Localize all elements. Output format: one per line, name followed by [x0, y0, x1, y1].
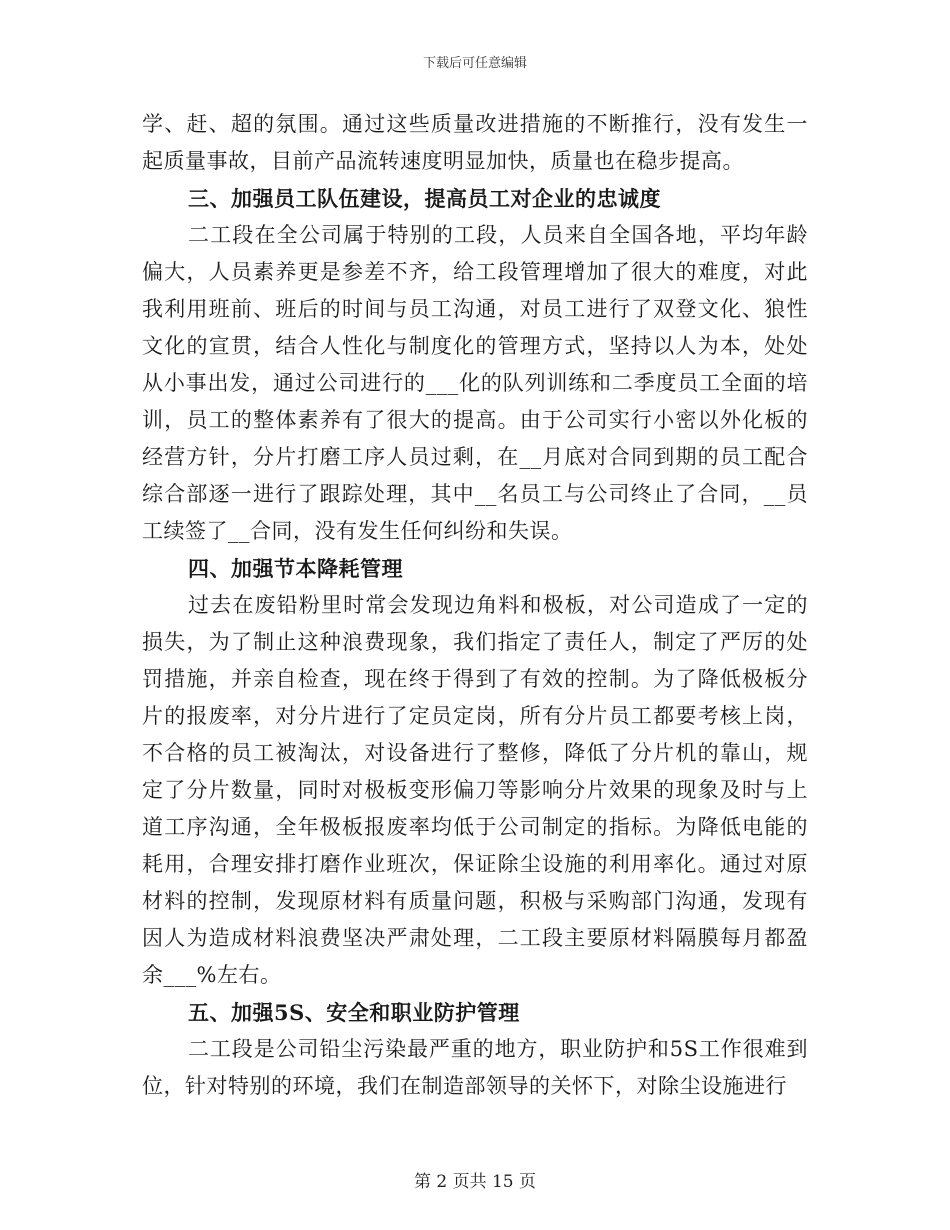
paragraph-continuation: 学、赶、超的氛围。通过这些质量改进措施的不断推行，没有发生一起质量事故，目前产品流转速度明显加快，质量也在稳步提高。: [142, 112, 808, 173]
section-heading-4: 四、加强节本降耗管理: [188, 556, 403, 581]
page-number-footer: 第 2 页共 15 页: [413, 1172, 537, 1192]
paragraph-section-3: 二工段在全公司属于特别的工段，人员来自全国各地，平均年龄偏大，人员素养更是参差不齐，给工段管理增加了很大的难度，对此我利用班前、班后的时间与员工沟通，对员工进行了双登文化、狼性文化的宣贯，结合人性化与制度化的管理方式，坚持以人为本，处处从小事出发，通过公司进行的___化的队列训练和二季度员工全面的培训，员工的整体素养有了很大的提高。由于公司实行小密以外化板的经营方针，分片打磨工序人员过剩，在__月底对合同到期的员工配合综合部逐一进行了跟踪处理，其中__名员工与公司终止了合同，__员工续签了__合同，没有发生任何纠纷和失误。: [142, 223, 808, 543]
paragraph-section-4: 过去在废铅粉里时常会发现边角料和极板，对公司造成了一定的损失，为了制止这种浪费现象，我们指定了责任人，制定了严厉的处罚措施，并亲自检查，现在终于得到了有效的控制。为了降低极板分片的报废率，对分片进行了定员定岗，所有分片员工都要考核上岗，不合格的员工被淘汰，对设备进行了整修，降低了分片机的靠山，规定了分片数量，同时对极板变形偏刀等影响分片效果的现象及时与上道工序沟通，全年极板报废率均低于公司制定的指标。为降低电能的耗用，合理安排打磨作业班次，保证除尘设施的利用率化。通过对原材料的控制，发现原材料有质量问题，积极与采购部门沟通，发现有因人为造成材料浪费坚决严肃处理，二工段主要原材料隔膜每月都盈余___%左右。: [142, 593, 808, 987]
section-heading-5: 五、加强5S、安全和职业防护管理: [188, 1000, 520, 1025]
paragraph-section-5: 二工段是公司铅尘污染最严重的地方，职业防护和5S工作很难到位，针对特别的环境，我们在制造部领导的关怀下，对除尘设施进行: [142, 1037, 808, 1098]
page-header: 下载后可任意编辑: [422, 56, 527, 71]
document-body: [142, 106, 808, 1105]
section-heading-3: 三、加强员工队伍建设，提高员工对企业的忠诚度: [188, 186, 661, 211]
